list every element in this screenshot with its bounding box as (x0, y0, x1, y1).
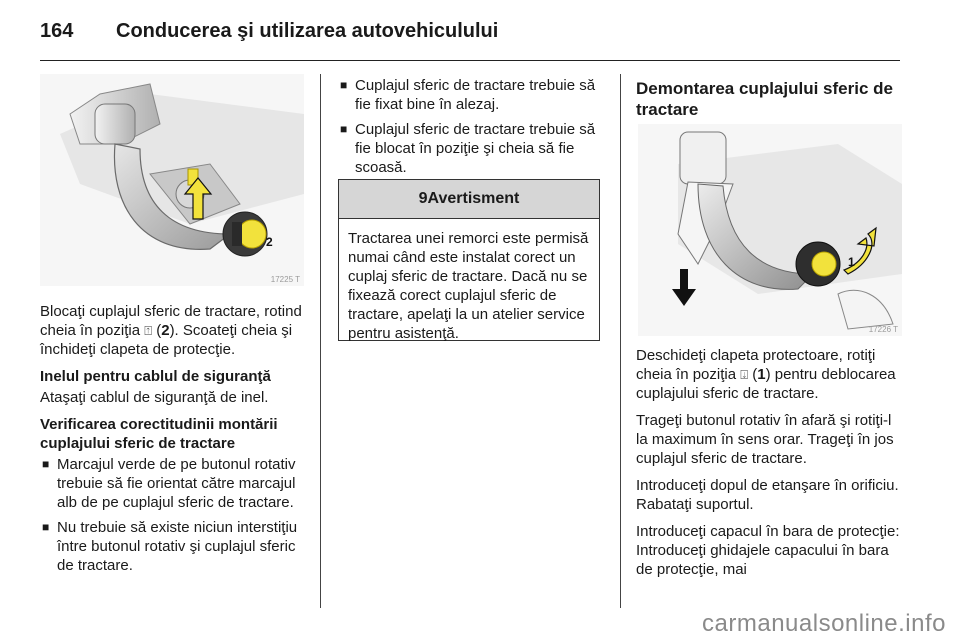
list-item: ■ Cuplajul sferic de tractare trebuie să fie fixat bine în alezaj. (338, 76, 604, 114)
tow-hook-lock-figure (40, 74, 304, 286)
warning-header (339, 180, 599, 219)
warning-icon: 9 (418, 190, 428, 207)
check-list-continued (338, 76, 604, 177)
page-number: 164 (40, 20, 74, 42)
section-heading-safety-cable: Inelul pentru cablul de siguranţă (40, 368, 271, 385)
page-header (40, 20, 498, 43)
section-heading-removal: Demontarea cuplajului sferic de tractare (636, 79, 893, 119)
tow-hook-lock-illustration (40, 74, 304, 286)
lock-instructions: Blocaţi cuplajul sferic de tractare, rotind cheia în poziţia ⍐ (2). Scoateţi cheia şi închideţi clapeta de protecţie. (40, 303, 302, 358)
header-rule (40, 60, 900, 61)
list-item: ■ Cuplajul sferic de tractare trebuie să fie blocat în poziţie şi cheia să fie scoasă. (338, 120, 604, 177)
tow-hook-removal-figure (638, 124, 902, 336)
figure-code: 17226 T (868, 325, 898, 334)
column-1 (40, 302, 308, 581)
tow-hook-removal-illustration (638, 124, 902, 336)
unlock-instructions: Deschideţi clapeta protectoare, rotiţi cheia în poziţia ⍗ (1) pentru deblocarea cuplajului sferic de tractare. (636, 347, 896, 402)
key-lock-icon: ⍐ (144, 323, 153, 338)
list-item: ■ Marcajul verde de pe butonul rotativ trebuie să fie orientat către marcajul alb de pe cuplajul sferic de tractare. (40, 455, 308, 512)
key-unlock-icon: ⍗ (740, 367, 749, 382)
removal-step: Trageţi butonul rotativ în afară şi rotiţi-l la maximum în sens orar. Trageţi în jos cuplajul sferic de tractare. (636, 412, 894, 467)
warning-text: Tractarea unei remorci este permisă numai când este instalat corect un cuplaj sferic de tractare. Dacă nu se fixează corect cuplajul sferic de tractare, apelaţi la un atelier service pentru asistenţă. (348, 230, 589, 342)
warning-title: Avertisment (427, 190, 520, 207)
warning-box (338, 179, 600, 341)
figure-code: 17225 T (270, 275, 300, 284)
removal-step: Introduceţi capacul în bara de protecţie: Introduceţi ghidajele capacului în bara de protecţie, mai (636, 523, 900, 578)
column-3 (636, 346, 904, 587)
page-title: Conducerea şi utilizarea autovehiculului (116, 20, 499, 42)
section-heading-check-installation: Verificarea corectitudinii montării cuplajului sferic de tractare (40, 416, 278, 452)
column-divider-right (620, 74, 621, 608)
column-divider-left (320, 74, 321, 608)
check-list (40, 455, 308, 575)
fig1-arrow-number: 2 (266, 235, 273, 249)
column-2 (338, 76, 604, 183)
safety-cable-text: Ataşaţi cablul de siguranţă de inel. (40, 389, 269, 406)
watermark: carmanualsonline.info (702, 610, 946, 637)
removal-step: Introduceţi dopul de etanşare în orificiu. Rabataţi suportul. (636, 477, 899, 513)
list-item: ■ Nu trebuie să existe niciun interstiţiu între butonul rotativ şi cuplajul sferic de tractare. (40, 518, 308, 575)
fig2-arrow-number: 1 (848, 255, 855, 269)
